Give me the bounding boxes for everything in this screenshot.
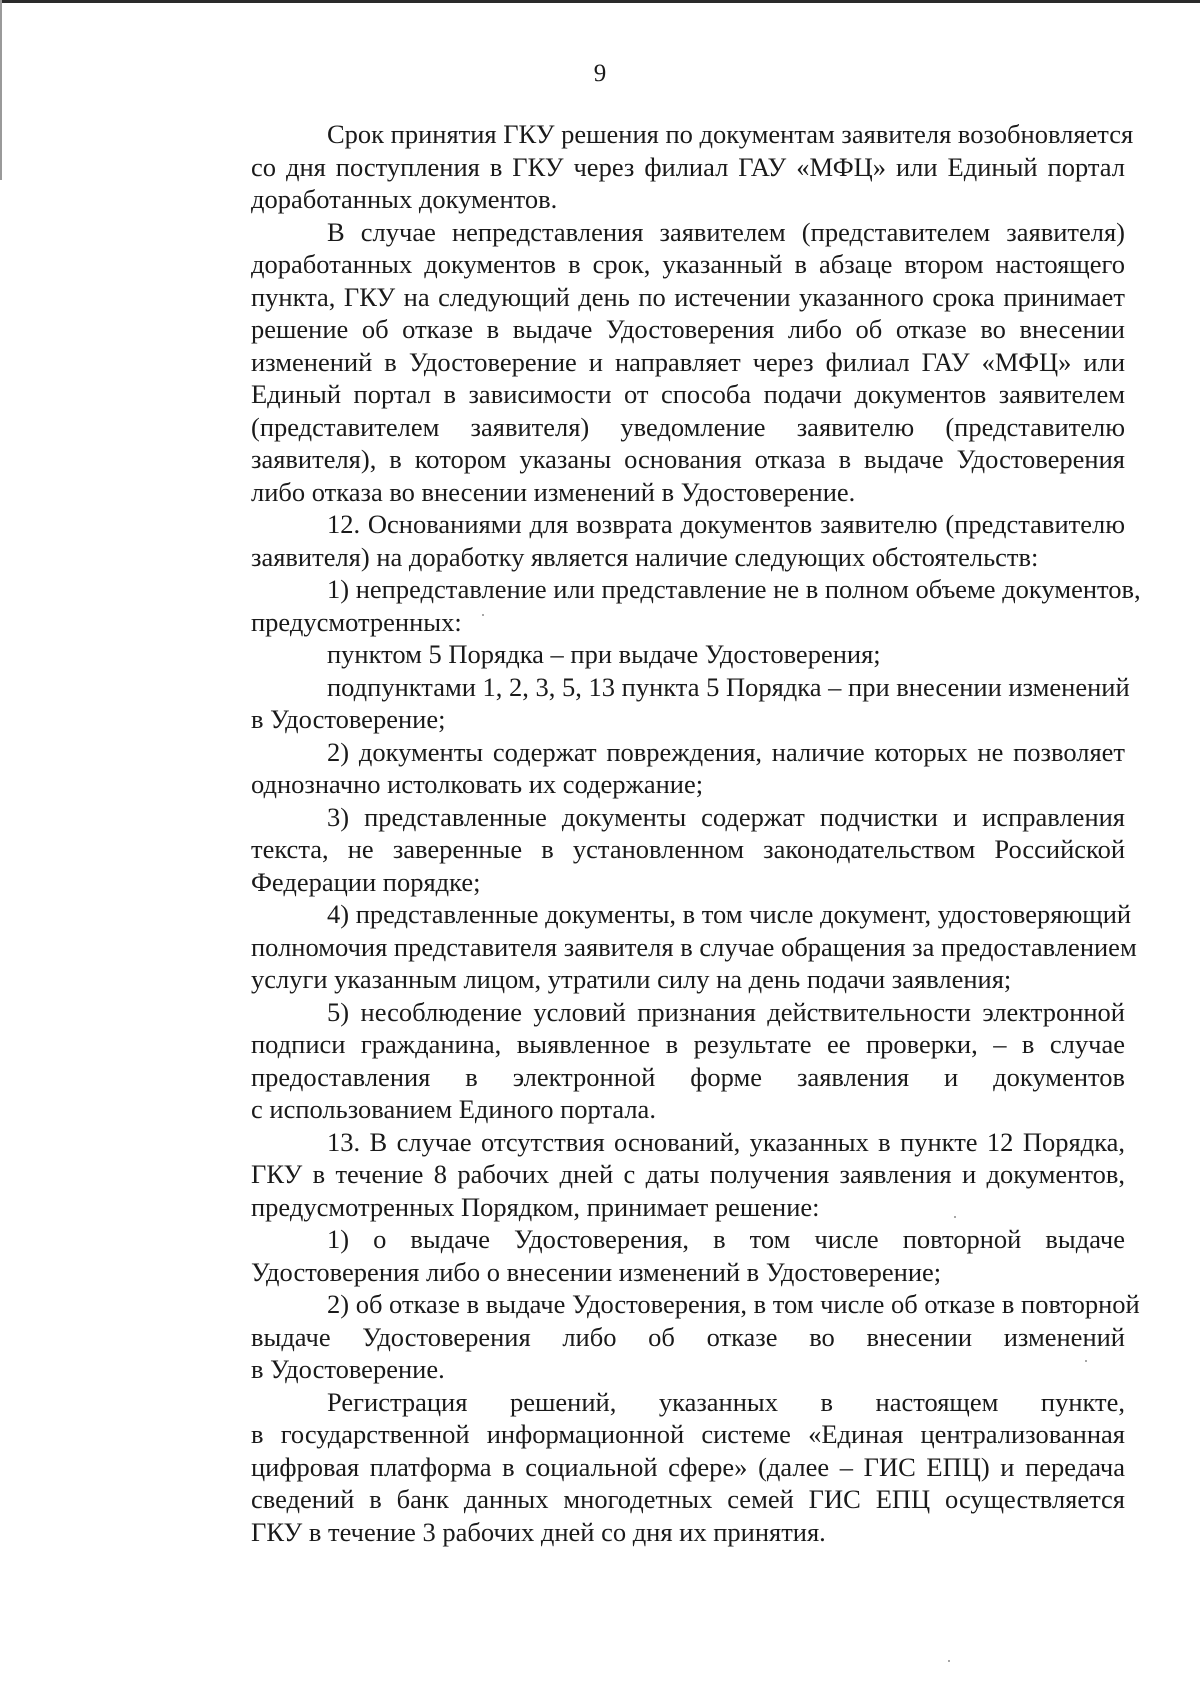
scan-edge-left [0, 0, 2, 180]
paragraph [175, 736, 1125, 801]
text-line: изменений в Удостоверение и направляет через филиал ГАУ «МФЦ» или [251, 346, 1125, 377]
paragraph [175, 1223, 1125, 1288]
paragraph [175, 898, 1137, 996]
text-line: 1) непредставление или представление не в полном объеме документов, [327, 574, 1141, 604]
text-line: 12. Основаниями для возврата документов заявителю (представителю [327, 509, 1125, 539]
text-line: доработанных документов. [251, 184, 558, 214]
text-line: предоставления в электронной форме заявления и документов [251, 1061, 1125, 1092]
scan-speck [948, 1660, 950, 1662]
text-line: (представителем заявителя) уведомление заявителю (представителю [251, 411, 1125, 442]
text-line: услуги указанным лицом, утратили силу на день подачи заявления; [251, 964, 1012, 994]
scan-edge-top [0, 0, 1200, 3]
text-line: Срок принятия ГКУ решения по документам заявителя возобновляется [327, 119, 1134, 149]
paragraph [175, 996, 1125, 1126]
paragraph [175, 216, 1125, 509]
text-line: 1) о выдаче Удостоверения, в том числе повторной выдаче [327, 1224, 1125, 1254]
text-line: Единый портал в зависимости от способа подачи документов заявителем [251, 379, 1125, 409]
paragraph [175, 1386, 1125, 1549]
paragraph [175, 508, 1125, 573]
text-line: Регистрация решений, указанных в настоящем пункте, [327, 1386, 1125, 1417]
paragraph [175, 573, 1141, 638]
text-line: подпунктами 1, 2, 3, 5, 13 пункта 5 Порядка – при внесении изменений [327, 671, 1130, 702]
paragraph [175, 1288, 1140, 1386]
text-line: в Удостоверение; [251, 704, 446, 734]
text-line: предусмотренных: [251, 606, 462, 637]
document-body [175, 118, 1141, 1548]
text-line: выдаче Удостоверения либо об отказе во внесении изменений [251, 1321, 1125, 1352]
text-line: 5) несоблюдение условий признания действительности электронной [327, 996, 1125, 1027]
paragraph [175, 118, 1134, 216]
text-line: доработанных документов в срок, указанный в абзаце втором настоящего [251, 249, 1125, 279]
text-line: подписи гражданина, выявленное в результате ее проверки, – в случае [251, 1029, 1125, 1059]
paragraph [175, 671, 1130, 736]
text-line: 4) представленные документы, в том числе документ, удостоверяющий [327, 899, 1132, 929]
text-line: Федерации порядке; [251, 866, 481, 897]
page-number: 9 [593, 60, 607, 87]
text-line: пунктом 5 Порядка – при выдаче Удостоверения; [327, 639, 881, 669]
text-line: либо отказа во внесении изменений в Удостоверение. [251, 476, 856, 507]
scan-speck [482, 614, 484, 616]
text-line: ГКУ в течение 3 рабочих дней со дня их принятия. [251, 1516, 826, 1547]
paragraph [175, 1126, 1125, 1224]
text-line: текста, не заверенные в установленном законодательством Российской [251, 834, 1125, 864]
text-line: в государственной информационной системе «Единая централизованная [251, 1419, 1125, 1449]
text-line: ГКУ в течение 8 рабочих дней с даты получения заявления и документов, [251, 1159, 1125, 1189]
scan-speck [1085, 1360, 1087, 1362]
text-line: пункта, ГКУ на следующий день по истечении указанного срока принимает [251, 281, 1125, 312]
text-line: заявителя) на доработку является наличие следующих обстоятельств: [251, 541, 1039, 572]
text-line: сведений в банк данных многодетных семей ГИС ЕПЦ осуществляется [251, 1484, 1125, 1514]
text-line: со дня поступления в ГКУ через филиал ГАУ «МФЦ» или Единый портал [251, 151, 1125, 182]
text-line: решение об отказе в выдаче Удостоверения либо об отказе во внесении [251, 314, 1125, 344]
text-line: Удостоверения либо о внесении изменений в Удостоверение; [251, 1256, 942, 1287]
text-line: в Удостоверение. [251, 1354, 445, 1384]
paragraph [175, 638, 1125, 671]
text-line: заявителя), в котором указаны основания отказа в выдаче Удостоверения [251, 444, 1125, 474]
text-line: предусмотренных Порядком, принимает решение: [251, 1191, 820, 1222]
text-line: 3) представленные документы содержат подчистки и исправления [327, 801, 1125, 832]
text-line: с использованием Единого портала. [251, 1094, 656, 1124]
text-line: однозначно истолковать их содержание; [251, 769, 704, 799]
text-line: полномочия представителя заявителя в случае обращения за предоставлением [251, 931, 1137, 962]
text-line: В случае непредставления заявителем (представителем заявителя) [327, 216, 1125, 247]
paragraph [175, 801, 1125, 899]
text-line: 2) документы содержат повреждения, наличие которых не позволяет [327, 736, 1125, 767]
text-line: цифровая платформа в социальной сфере» (далее – ГИС ЕПЦ) и передача [251, 1451, 1125, 1482]
scan-speck [954, 1216, 956, 1218]
text-line: 2) об отказе в выдаче Удостоверения, в том числе об отказе в повторной [327, 1289, 1140, 1319]
text-line: 13. В случае отсутствия оснований, указанных в пункте 12 Порядка, [327, 1126, 1125, 1157]
